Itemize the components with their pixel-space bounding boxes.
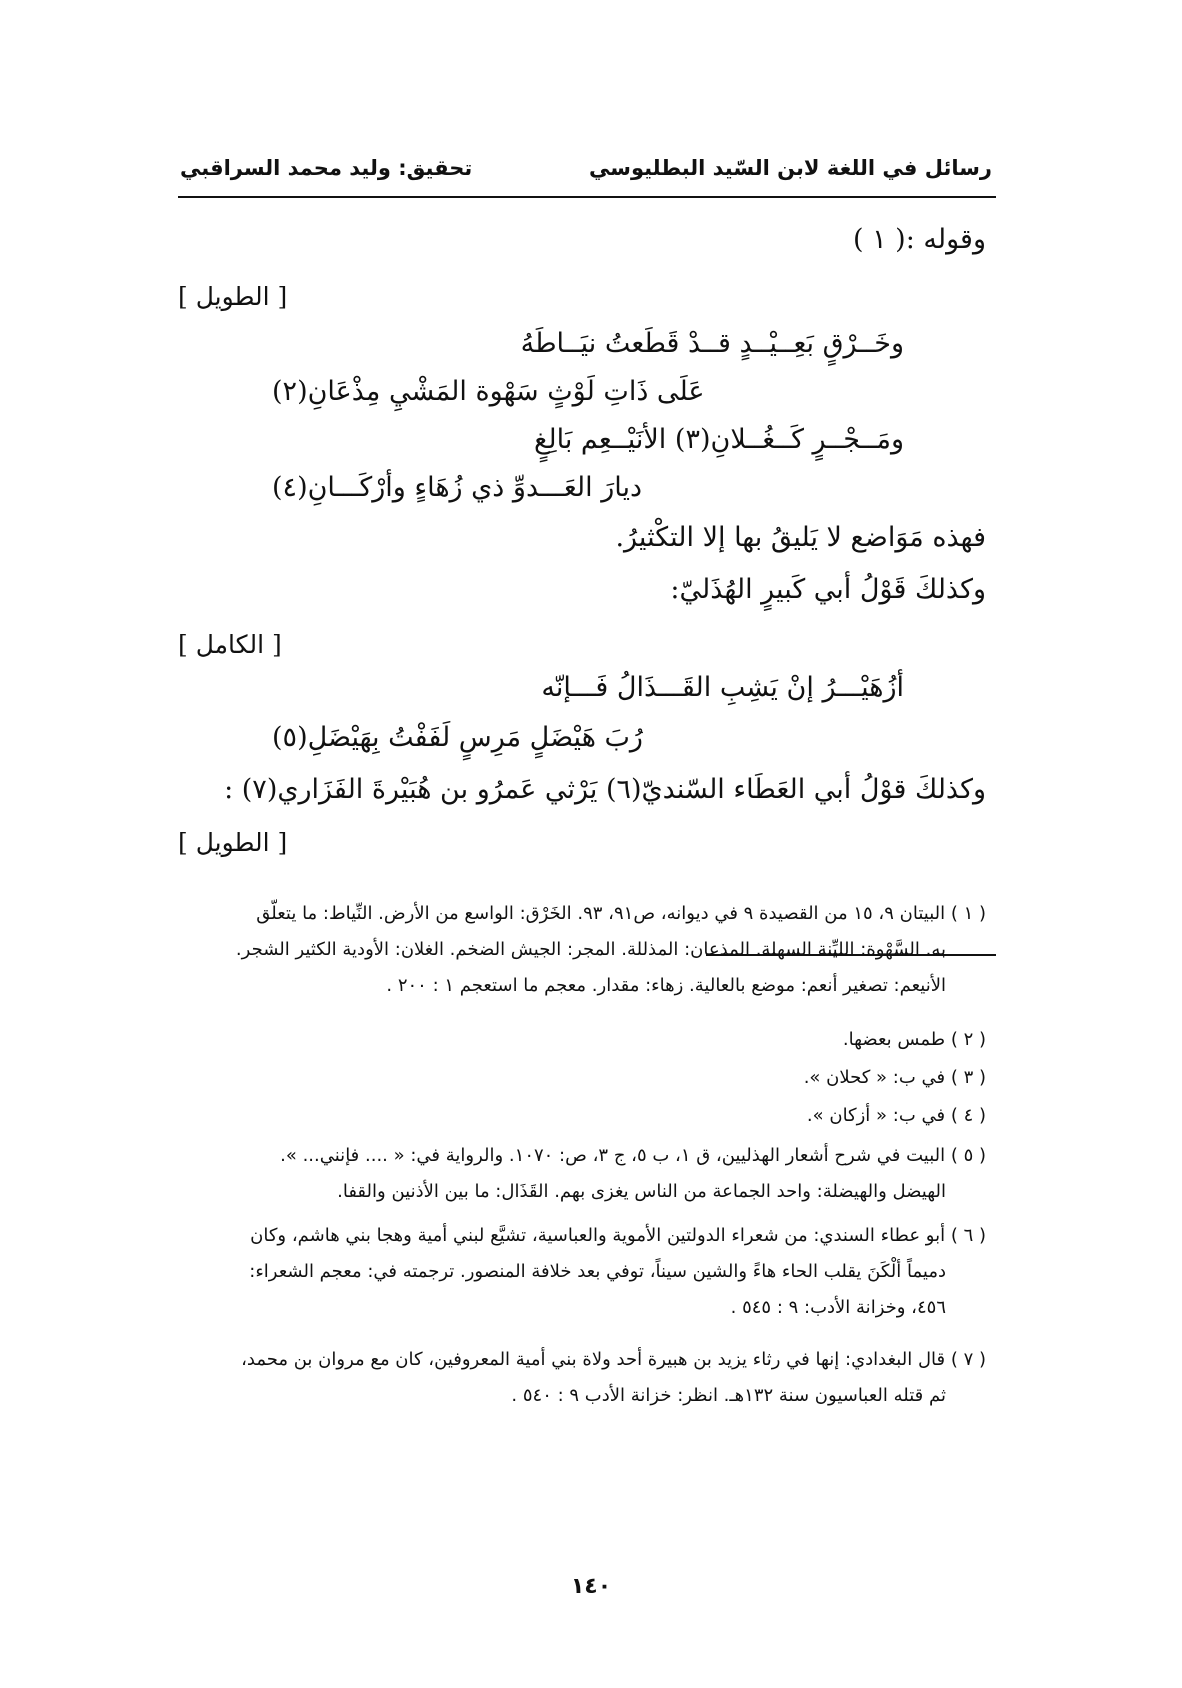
- prose-line-takthir: فهذه مَوَاضع لا يَليقُ بها إلا التكْثيرُ.: [615, 522, 986, 553]
- footnote-line: ( ٤ ) في ب: « أزكان ».: [806, 1105, 986, 1126]
- footnote-5: [178, 1138, 986, 1210]
- intro-line: وقوله :( ١ ): [852, 224, 986, 255]
- meter-label-tawil-1: [ الطويل ]: [178, 282, 288, 311]
- footnote-6: [178, 1218, 986, 1326]
- verse-2-first-hemistich: ومَــجْــرٍ كَــغُــلانِ(٣) الأنَيْــعِم بَالِغٍ: [534, 424, 904, 455]
- verse-3-first-hemistich: أزُهَيْـــرُ إنْ يَشِبِ القَـــذَالُ فَـــإنّه: [541, 672, 904, 703]
- footnote-line: ( ٣ ) في ب: « كحلان ».: [803, 1067, 986, 1088]
- footnote-line: ( ٧ ) قال البغدادي: إنها في رثاء يزيد بن هبيرة أحد ولاة بني أمية المعروفين، كان مع مروان بن محمد،: [241, 1349, 986, 1370]
- meter-label-tawil-2: [ الطويل ]: [178, 828, 288, 857]
- footnote-2: [178, 1022, 986, 1058]
- page-number: ١٤٠: [570, 1574, 612, 1599]
- footnote-line: ( ٦ ) أبو عطاء السندي: من شعراء الدولتين الأموية والعباسية، تشيَّع لبني أمية وهجا بني هاشم، وكان: [250, 1225, 986, 1246]
- footnote-4: [178, 1098, 986, 1134]
- footnote-line: ( ٥ ) البيت في شرح أشعار الهذليين، ق ١، ب ٥، ج ٣، ص: ١٠٧٠. والرواية في: « .... فإنني... ».: [280, 1145, 986, 1166]
- footnote-7: [178, 1342, 986, 1414]
- verse-3-second-hemistich: رُبَ هَيْضَلٍ مَرِسٍ لَفَفْتُ بِهَيْضَلِ(٥): [272, 722, 643, 753]
- footnote-line: الأنيعم: تصغير أنعم: موضع بالعالية. زهاء: مقدار. معجم ما استعجم ١ : ٢٠٠ .: [386, 975, 946, 996]
- footnote-3: [178, 1060, 986, 1096]
- verse-2-second-hemistich: ديارَ العَـــدوِّ ذي زُهَاءٍ وأرْكَـــانِ(٤): [272, 472, 642, 503]
- footnote-line: الهيضل والهيضلة: واحد الجماعة من الناس يغزى بهم. القَذَال: ما بين الأذنين والقفا.: [337, 1181, 946, 1202]
- meter-label-kamil: [ الكامل ]: [178, 630, 282, 659]
- prose-line-sindi: وكذلكَ قوْلُ أبي العَطَاء السّنديّ(٦) يَرْثي عَمرُو بن هُبَيْرةَ الفَزَاري(٧) :: [224, 774, 986, 805]
- running-header-editor: تحقيق: وليد محمد السراقبي: [180, 156, 473, 180]
- verse-1-first-hemistich: وخَــرْقٍ بَعِــيْــدٍ قــدْ قَطَعتُ نيَــاطَهُ: [520, 328, 904, 359]
- footnote-line: به. السَّهْوة: الليِّنة السهلة. المذعان: المذللة. المجر: الجيش الضخم. الغلان: الأودية الكثير الشجر.: [235, 939, 946, 960]
- verse-1-second-hemistich: عَلَى ذَاتِ لَوْثٍ سَهْوة المَشْيِ مِذْعَانِ(٢): [272, 376, 705, 407]
- footnote-1: [178, 896, 986, 1004]
- footnote-line: ثم قتله العباسيون سنة ١٣٢هـ. انظر: خزانة الأدب ٩ : ٥٤٠ .: [511, 1385, 946, 1406]
- footnote-line: دميماً ألْكَنَ يقلب الحاء هاءً والشين سيناً، توفي بعد خلافة المنصور. ترجمته في: معجم الشعراء:: [249, 1261, 946, 1282]
- running-header-title: رسائل في اللغة لابن السّيد البطليوسي: [589, 156, 992, 180]
- prose-line-hudhali: وكذلكَ قَوْلُ أبي كَبيرٍ الهُذَليّ:: [670, 574, 986, 605]
- footnote-line: ( ٢ ) طمس بعضها.: [842, 1029, 986, 1050]
- footnote-line: ٤٥٦، وخزانة الأدب: ٩ : ٥٤٥ .: [730, 1297, 946, 1318]
- header-rule: [178, 196, 996, 198]
- footnote-line: ( ١ ) البيتان ٩، ١٥ من القصيدة ٩ في ديوانه، ص٩١، ٩٣. الخَرْق: الواسع من الأرض. النِّياط: ما يتعلّق: [256, 903, 986, 924]
